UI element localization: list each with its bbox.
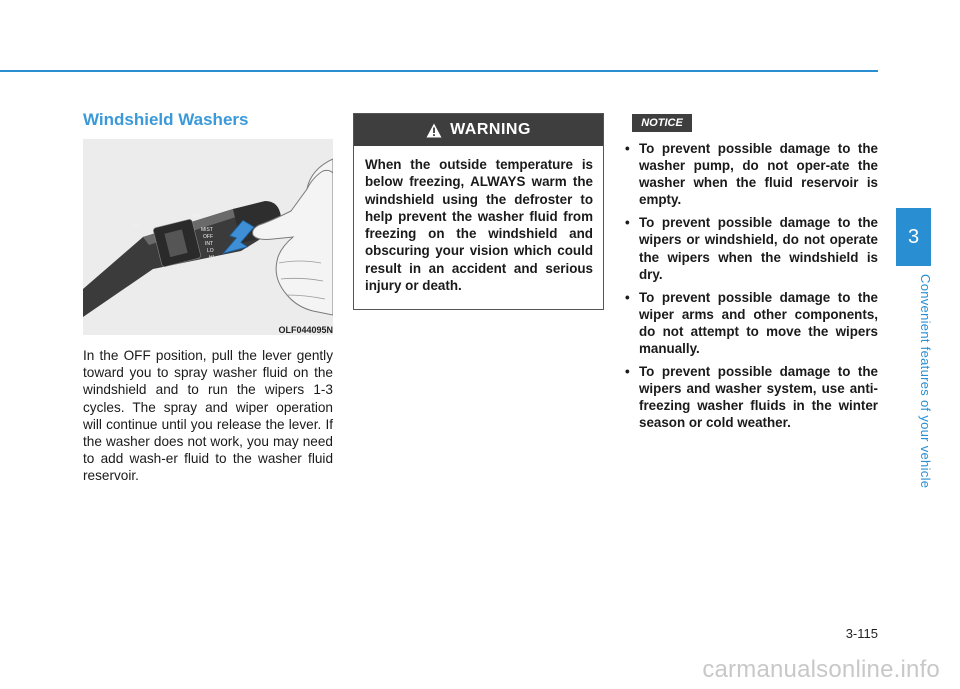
figure-code: OLF044095N: [278, 325, 333, 335]
notice-item: • To prevent possible damage to the wipers or windshield, do not operate the wipers when the windshield is dry.: [624, 214, 878, 282]
lever-label-top: INT: [133, 223, 142, 229]
section-body-text: In the OFF position, pull the lever gently toward you to spray washer fluid on the windshield and to run the wipers 1-3 cycles. The spray and wiper operation will continue until you release the lever. If the washer does not work, you may need to add wash-er fluid to the washer fluid reservoir.: [83, 348, 333, 484]
watermark: carmanualsonline.info: [702, 656, 940, 683]
wiper-lever-illustration: [83, 139, 333, 335]
warning-label: WARNING: [450, 121, 531, 138]
top-rule: [0, 70, 878, 72]
hand-illustration: [253, 159, 333, 315]
notice-item: • To prevent possible damage to the wiper arms and other components, do not attempt to move the wipers manually.: [624, 289, 878, 357]
warning-text: When the outside temperature is below freezing, ALWAYS warm the windshield using the defroster to help prevent the washer fluid from freezing on the windshield and obscuring your vision which could result in an accident and serious injury or death.: [365, 157, 593, 294]
chapter-title: Convenient features of your vehicle: [918, 273, 933, 489]
wiper-lever-figure: [83, 139, 333, 335]
warning-box: [353, 113, 604, 310]
lever-label-off: OFF: [203, 234, 213, 240]
lever-label-hi: HI: [209, 255, 214, 261]
section-title: Windshield Washers: [83, 110, 249, 129]
lever-label-int: INT: [193, 213, 202, 219]
notice-item: • To prevent possible damage to the wipers and washer system, use anti-freezing washer fluids in the winter season or cold weather.: [624, 363, 878, 431]
notice-list: [624, 140, 878, 438]
lever-label-intm: INT: [205, 241, 214, 247]
chapter-number-tab: 3: [896, 208, 931, 266]
page-number: 3-115: [845, 626, 878, 641]
notice-item: • To prevent possible damage to the washer pump, do not oper-ate the washer when the fluid reservoir is empty.: [624, 140, 878, 208]
warning-triangle-icon: [426, 123, 442, 138]
notice-badge: NOTICE: [632, 114, 692, 132]
lever-label-lo: LO: [207, 248, 214, 254]
warning-header: [354, 114, 603, 146]
lever-label-mist: MIST: [201, 227, 213, 233]
